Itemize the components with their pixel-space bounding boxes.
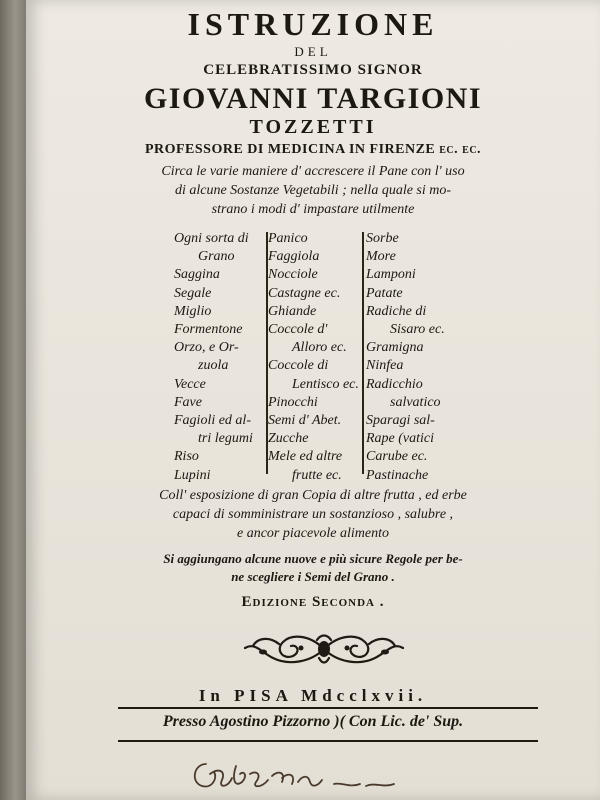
plant-item: Riso bbox=[174, 449, 199, 465]
plant-item: Miglio bbox=[174, 303, 212, 319]
plant-list-table bbox=[174, 230, 484, 483]
plant-item: Coccole di bbox=[268, 358, 329, 374]
plant-item: Gramigna bbox=[366, 340, 424, 356]
plant-item: Faggiola bbox=[268, 249, 320, 265]
subtitle-paragraph bbox=[26, 162, 600, 219]
plant-item: Segale bbox=[174, 285, 212, 301]
plant-item: Carube ec. bbox=[366, 449, 428, 465]
collection-line: e ancor piacevole alimento bbox=[236, 526, 389, 541]
imprint-rule-bottom bbox=[118, 740, 538, 742]
plant-item: Fagioli ed al- bbox=[174, 413, 251, 429]
plant-item: Formentone bbox=[174, 322, 243, 338]
collection-paragraph bbox=[26, 486, 600, 543]
plant-item: Fave bbox=[174, 394, 202, 410]
edition-statement: Edizione Seconda . bbox=[241, 594, 385, 610]
plant-item: Orzo, e Or- bbox=[174, 340, 239, 356]
addition-line: Si aggiungano alcune nuove e più sicure Regole per be- bbox=[163, 551, 463, 566]
plant-item: Ogni sorta di bbox=[174, 231, 249, 246]
plant-item: Lupini bbox=[174, 467, 211, 483]
printers-ornament-icon bbox=[239, 628, 409, 670]
imprint-place-date: In PISA Mdcclxvii. bbox=[198, 686, 428, 705]
subtitle-line: Circa le varie maniere d' accrescere il Pane con l' uso bbox=[161, 164, 465, 179]
title-page bbox=[26, 0, 600, 800]
plant-item: Grano bbox=[198, 249, 235, 265]
plant-item: tri legumi bbox=[198, 431, 253, 447]
subtitle-line: strano i modi d' impastare utilmente bbox=[211, 202, 415, 217]
plant-item: salvatico bbox=[390, 394, 441, 410]
title-del: DEL bbox=[294, 44, 332, 59]
author-honorific: CELEBRATISSIMO SIGNOR bbox=[203, 62, 423, 78]
plant-item: Semi d' Abet. bbox=[268, 413, 342, 429]
plant-item: Lentisco ec. bbox=[292, 376, 359, 392]
plant-item: Coccole d' bbox=[268, 322, 328, 338]
handwritten-ownership-signature bbox=[184, 748, 414, 798]
plant-item: Panico bbox=[268, 231, 308, 246]
collection-line: Coll' esposizione di gran Copia di altre frutta , ed erbe bbox=[159, 488, 467, 503]
subtitle-line: di alcune Sostanze Vegetabili ; nella quale si mo- bbox=[174, 183, 452, 198]
plant-item: zuola bbox=[198, 358, 229, 374]
plant-item: Patate bbox=[366, 285, 403, 301]
addition-paragraph bbox=[26, 550, 600, 586]
plant-item: Sparagi sal- bbox=[366, 413, 435, 429]
plant-column-1 bbox=[174, 230, 266, 485]
plant-item: Ghiande bbox=[268, 303, 317, 319]
author-surname: TOZZETTI bbox=[249, 116, 377, 138]
imprint-printer: Presso Agostino Pizzorno )( Con Lic. de' Sup. bbox=[162, 713, 464, 730]
plant-item: Ninfea bbox=[366, 358, 404, 374]
author-name: GIOVANNI TARGIONI bbox=[143, 82, 483, 115]
imprint-rule-top bbox=[118, 707, 538, 709]
addition-line: ne scegliere i Semi del Grano . bbox=[231, 569, 395, 584]
plant-item: Radiche di bbox=[366, 303, 427, 319]
plant-column-2 bbox=[268, 230, 361, 485]
plant-item: Sisaro ec. bbox=[390, 322, 445, 338]
column-divider bbox=[362, 232, 364, 474]
plant-item: Lamponi bbox=[366, 267, 416, 283]
plant-item: More bbox=[366, 249, 396, 265]
plant-item: Mele ed altre bbox=[268, 449, 343, 465]
book-title: ISTRUZIONE bbox=[187, 6, 439, 42]
plant-item: Saggina bbox=[174, 267, 220, 283]
plant-item: Sorbe bbox=[366, 231, 399, 246]
plant-item: Zucche bbox=[268, 431, 309, 447]
plant-item: Pinocchi bbox=[268, 394, 318, 410]
plant-item: Nocciole bbox=[268, 267, 318, 283]
plant-item: Castagne ec. bbox=[268, 285, 341, 301]
collection-line: capaci di somministrare un sostanzioso , salubre , bbox=[172, 507, 454, 522]
author-profession: PROFESSORE DI MEDICINA IN FIRENZE ec. ec. bbox=[144, 142, 482, 157]
plant-item: Rape (vatici bbox=[366, 431, 435, 447]
plant-item: Alloro ec. bbox=[292, 340, 347, 356]
plant-column-3 bbox=[366, 230, 484, 485]
plant-item: Radicchio bbox=[366, 376, 423, 392]
plant-item: Vecce bbox=[174, 376, 206, 392]
plant-item: Pastinache bbox=[366, 467, 429, 483]
book-board-edge bbox=[0, 0, 28, 800]
plant-item: frutte ec. bbox=[292, 467, 342, 483]
